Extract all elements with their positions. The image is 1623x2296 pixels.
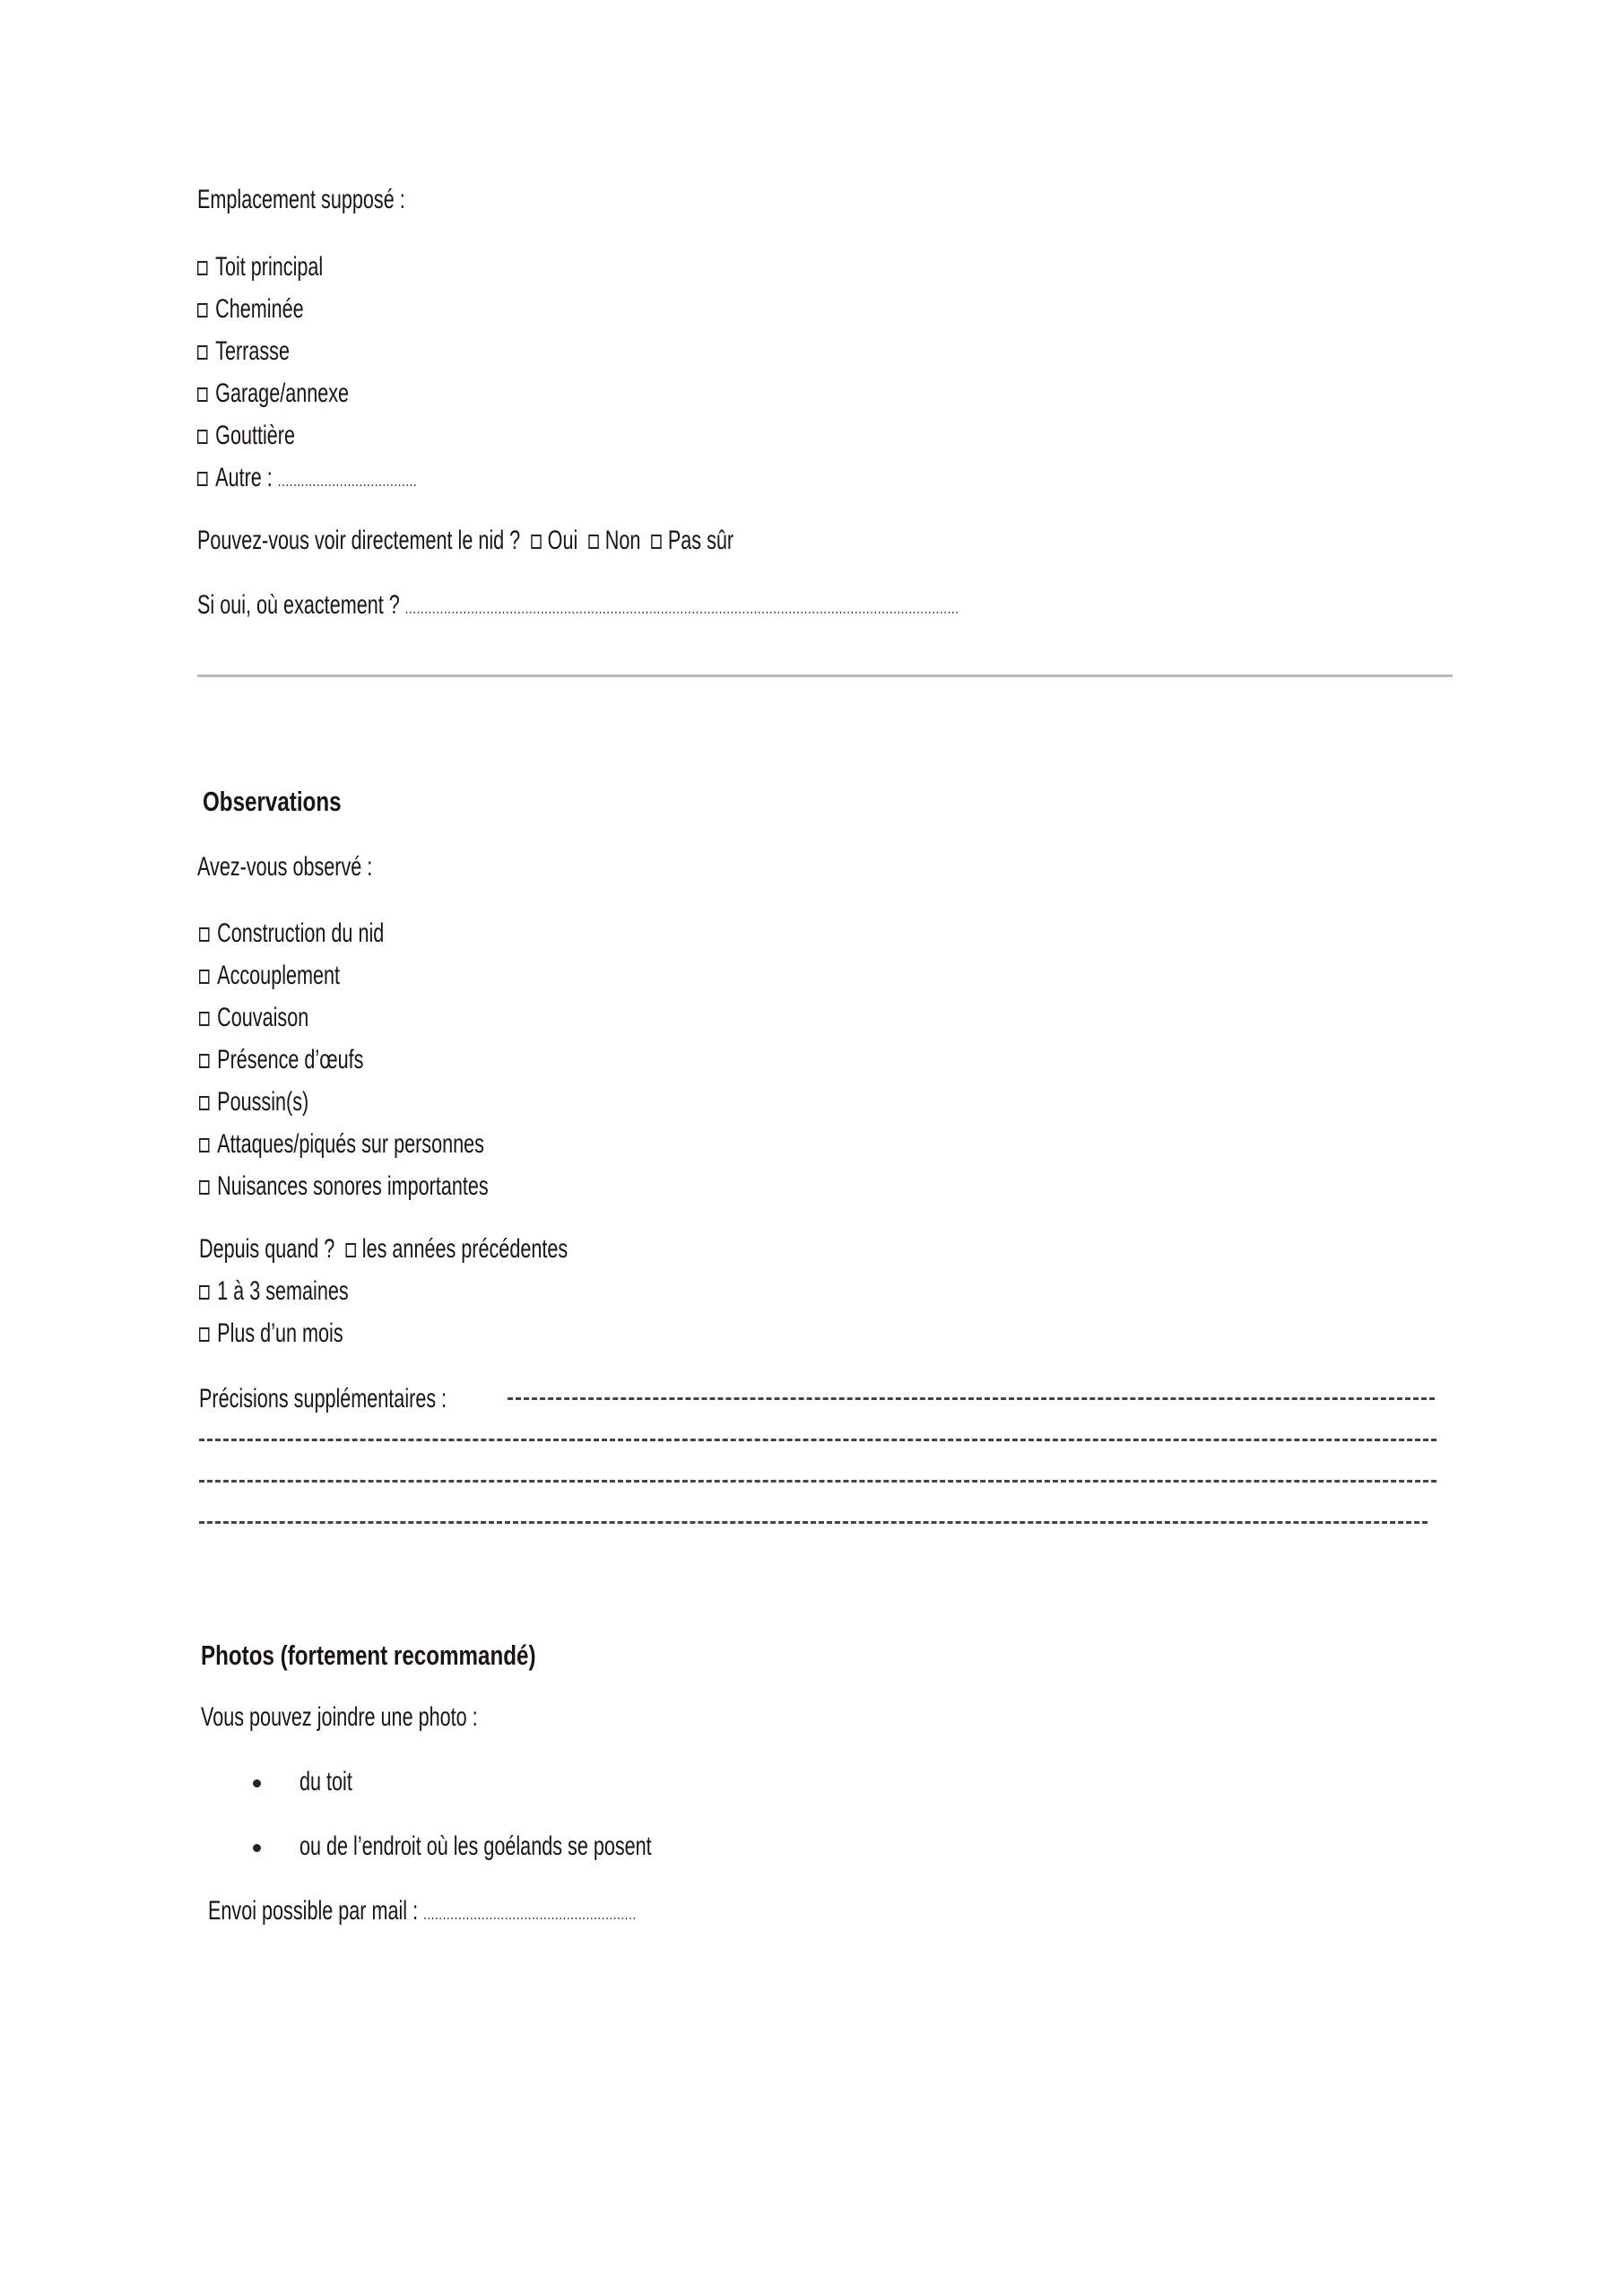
details-line[interactable] (199, 1480, 1436, 1483)
checkbox-yes[interactable] (531, 535, 542, 549)
photo-item: ou de l’endroit où les goélands se posent (299, 1831, 652, 1861)
checkbox[interactable] (199, 1327, 210, 1342)
checkbox[interactable] (199, 1285, 210, 1300)
checkbox-no[interactable] (588, 535, 599, 549)
see-nest-question: Pouvez-vous voir directement le nid ? (197, 526, 521, 555)
location-option-roof[interactable]: Toit principal (197, 252, 323, 283)
other-fill-line[interactable]: .................................... (277, 472, 418, 490)
location-option-terrace[interactable]: Terrasse (197, 336, 290, 367)
since-option[interactable]: Plus d’un mois (199, 1318, 343, 1349)
details-line[interactable] (199, 1439, 1436, 1441)
bullet-icon (253, 1779, 261, 1787)
checkbox[interactable] (197, 472, 208, 486)
checkbox[interactable] (199, 1054, 210, 1068)
checkbox[interactable] (199, 1180, 210, 1195)
email-fill-line[interactable]: ....................................................... (423, 1905, 637, 1923)
details-line[interactable] (199, 1521, 1428, 1524)
observations-question: Avez-vous observé : (197, 852, 373, 882)
location-option-garage[interactable]: Garage/annexe (197, 378, 349, 409)
observation-option[interactable]: Nuisances sonores importantes (199, 1171, 489, 1202)
section-divider (197, 674, 1453, 677)
checkbox[interactable] (197, 345, 208, 360)
checkbox[interactable] (199, 970, 210, 984)
observation-option[interactable]: Attaques/piqués sur personnes (199, 1129, 484, 1160)
since-option[interactable]: 1 à 3 semaines (199, 1276, 349, 1307)
where-question: Si oui, où exactement ? (197, 590, 400, 620)
checkbox[interactable] (197, 430, 208, 444)
checkbox-unsure[interactable] (651, 535, 662, 549)
observation-option[interactable]: Poussin(s) (199, 1087, 308, 1118)
where-fill-line[interactable]: ............................................................................................................................................... (404, 599, 959, 617)
checkbox[interactable] (345, 1243, 356, 1257)
checkbox[interactable] (197, 303, 208, 317)
observation-option[interactable]: Présence d’œufs (199, 1045, 363, 1075)
observation-option[interactable]: Accouplement (199, 961, 340, 991)
observation-option[interactable]: Couvaison (199, 1003, 308, 1033)
photo-item: du toit (299, 1767, 352, 1796)
checkbox[interactable] (199, 1096, 210, 1110)
location-label: Emplacement supposé : (197, 185, 405, 214)
bullet-icon (253, 1844, 261, 1852)
email-row (208, 1896, 637, 1926)
checkbox[interactable] (199, 1012, 210, 1026)
email-label: Envoi possible par mail : (208, 1896, 419, 1926)
where-row (197, 590, 959, 621)
photos-intro: Vous pouvez joindre une photo : (201, 1702, 478, 1732)
details-label: Précisions supplémentaires : (199, 1384, 447, 1413)
details-line[interactable] (508, 1397, 1435, 1400)
checkbox[interactable] (199, 927, 210, 942)
checkbox[interactable] (199, 1138, 210, 1152)
since-question: Depuis quand ? (199, 1234, 335, 1264)
observations-title: Observations (203, 786, 342, 817)
checkbox[interactable] (197, 261, 208, 275)
checkbox[interactable] (197, 387, 208, 402)
location-option-chimney[interactable]: Cheminée (197, 294, 304, 325)
since-row: Depuis quand ? les années précédentes (199, 1234, 568, 1264)
location-option-other[interactable]: Autre : .................................... (197, 463, 417, 493)
photos-title: Photos (fortement recommandé) (201, 1639, 536, 1671)
observation-option[interactable]: Construction du nid (199, 918, 384, 949)
see-nest-row: Pouvez-vous voir directement le nid ? Oui Non Pas sûr (197, 526, 734, 555)
location-option-gutter[interactable]: Gouttière (197, 421, 295, 451)
